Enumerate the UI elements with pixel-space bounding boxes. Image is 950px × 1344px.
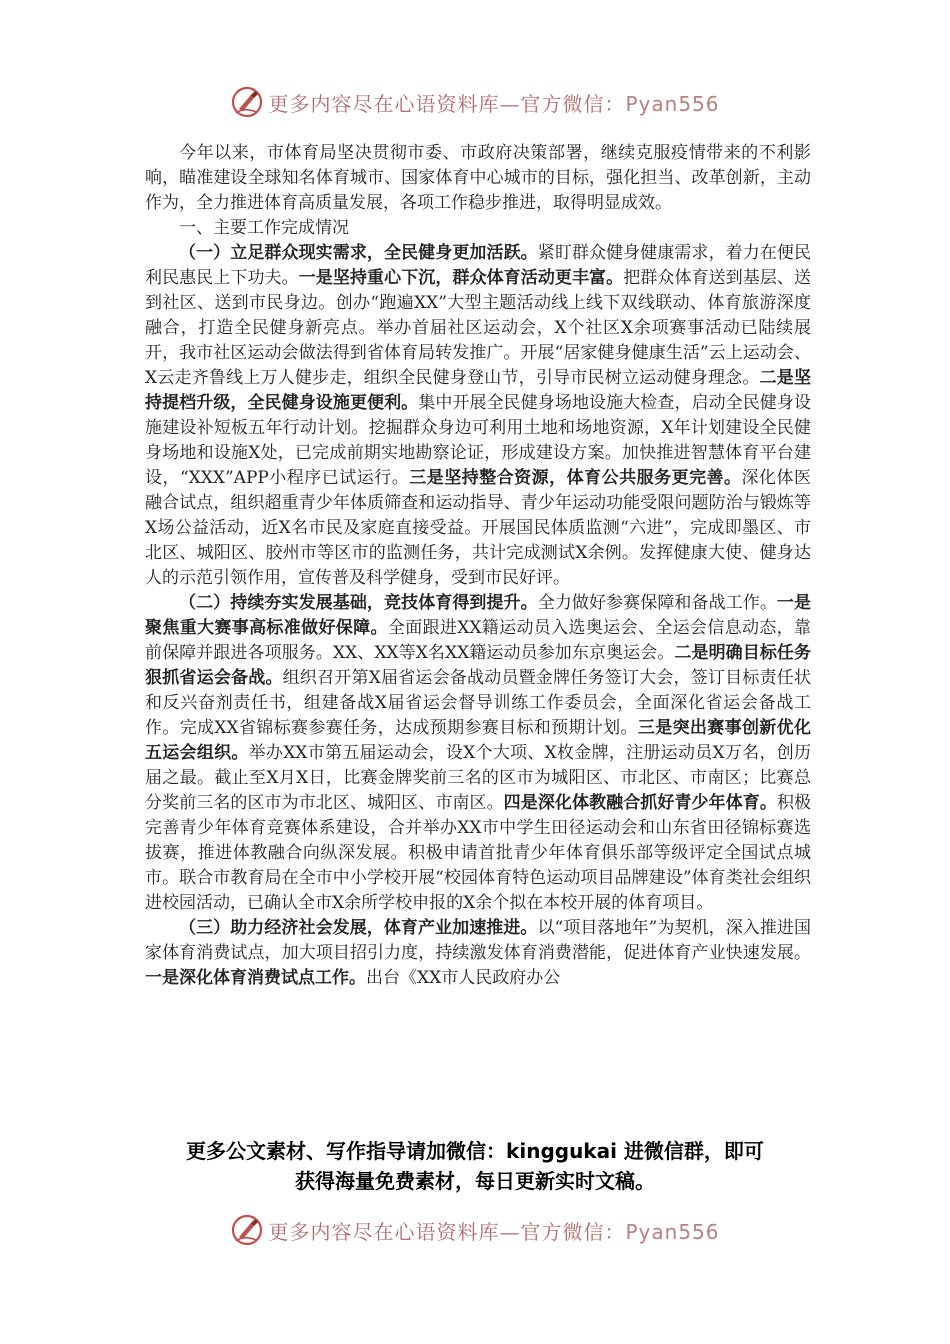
intro-paragraph: 今年以来，市体育局坚决贯彻市委、市政府决策部署，继续克服疫情带来的不利影响，瞄准建设全球知名体育城市、国家体育中心城市的目标，强化担当、改革创新，主动作为，全力推进体育高质量发展，各项工作稳步推进，取得明显成效。 (145, 143, 811, 213)
document-body (145, 141, 811, 991)
promo-line-1: 更多公文素材、写作指导请加微信：kinggukai 进微信群，即可 (186, 1139, 764, 1163)
footer-banner-text: 更多内容尽在心语资料库—官方微信：Pyan556 (268, 1219, 720, 1244)
part3-title: （三）助力经济社会发展，体育产业加速推进。 (179, 918, 538, 938)
promo-line-2: 获得海量免费素材，每日更新实时文稿。 (295, 1169, 655, 1193)
part2-paragraph: （二）持续夯实发展基础，竞技体育得到提升。全力做好参赛保障和备战工作。一是聚焦重大赛事高标准做好保障。全面跟进XX籍运动员入选奥运会、全运会信息动态，靠前保障并跟进各项服务。XX、XX等X名XX籍运动员参加东京奥运会。二是明确目标任务狠抓省运会备战。组织召开第X届省运会备战动员暨金牌任务签订大会，签订目标责任状和反兴奋剂责任书，组建备战X届省运会督导训练工作委员会，全面深化省运会备战工作。完成XX省锦标赛参赛任务，达成预期参赛目标和预期计划。三是突出赛事创新优化五运会组织。举办XX市第五届运动会，设X个大项、X枚金牌，注册运动员X万名，创历届之最。截止至X月X日，比赛金牌奖前三名的区市为城阳区、市北区、市南区；比赛总分奖前三名的区市为市北区、城阳区、市南区。四是深化体教融合抓好青少年体育。积极完善青少年体育竞赛体系建设，合并举办XX市中学生田径运动会和山东省田径锦标赛选拔赛，推进体教融合向纵深发展。积极申请首批青少年体育俱乐部等级评定全国试点城市。联合市教育局在全市中小学校开展“校园体育特色运动项目品牌建设”体育类社会组织进校园活动，已确认全市X余所学校申报的X余个拟在本校开展的体育项目。 (145, 593, 812, 913)
promo-notice (120, 1136, 830, 1196)
section-heading: 一、主要工作完成情况 (179, 218, 349, 238)
footer-banner (0, 1210, 950, 1250)
part1-title: （一）立足群众现实需求，全民健身更加活跃。 (179, 243, 538, 263)
part2-title: （二）持续夯实发展基础，竞技体育得到提升。 (179, 593, 538, 613)
header-banner (0, 82, 950, 122)
part1-paragraph: （一）立足群众现实需求，全民健身更加活跃。紧盯群众健身健康需求，着力在便民利民惠民上下功夫。一是坚持重心下沉，群众体育活动更丰富。把群众体育送到基层、送到社区、送到市民身边。创办“跑遍XX”大型主题活动线上线下双线联动、体育旅游深度融合，打造全民健身新亮点。举办首届社区运动会，X个社区X余项赛事活动已陆续展开，我市社区运动会做法得到省体育局转发推广。开展“居家健身健康生活”云上运动会、X云走齐鲁线上万人健步走，组织全民健身登山节，引导市民树立运动健身理念。二是坚持提档升级，全民健身设施更便利。集中开展全民健身场地设施大检查，启动全民健身设施建设补短板五年行动计划。挖掘群众身边可利用土地和场地资源，X年计划建设全民健身场地和设施X处，已完成前期实地勘察论证，形成建设方案。加快推进智慧体育平台建设，“XXX”APP小程序已试运行。三是坚持整合资源，体育公共服务更完善。深化体医融合试点，组织超重青少年体质筛查和运动指导、青少年运动功能受限问题防治与锻炼等X场公益活动，近X名市民及家庭直接受益。开展国民体质监测“六进”，完成即墨区、市北区、城阳区、胶州市等区市的监测任务，共计完成测试X余例。发挥健康大使、健身达人的示范引领作用，宣传普及科学健身，受到市民好评。 (145, 243, 812, 588)
header-banner-text: 更多内容尽在心语资料库—官方微信：Pyan556 (268, 91, 720, 116)
part3-paragraph: （三）助力经济社会发展，体育产业加速推进。以“项目落地年”为契机，深入推进国家体育消费试点，加大项目招引力度，持续激发体育消费潜能，促进体育产业快速发展。一是深化体育消费试点工作。出台《XX市人民政府办公 (145, 918, 811, 988)
brand-logo-icon (230, 1213, 264, 1247)
brand-logo-icon (230, 85, 264, 119)
header-wechat-id: Pyan556 (625, 91, 720, 116)
footer-wechat-id: Pyan556 (625, 1219, 720, 1244)
